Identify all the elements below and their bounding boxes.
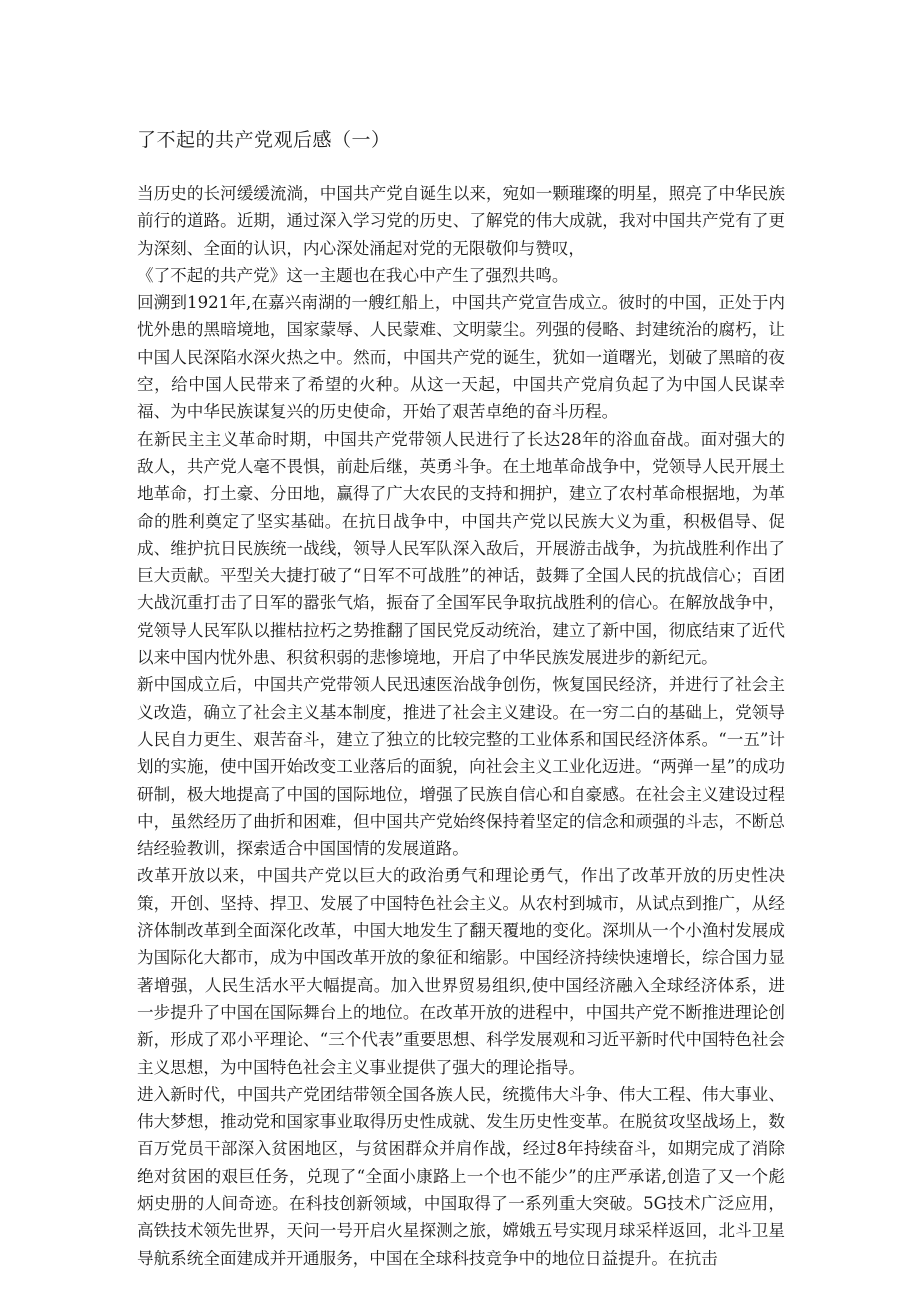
paragraph-new-china: 新中国成立后，中国共产党带领人民迅速医治战争创伤，恢复国民经济，并进行了社会主义改造，确立了社会主义基本制度，推进了社会主义建设。在一穷二白的基础上，党领导人民自力更生、艰苦奋斗，建立了独立的比较完整的工业体系和国民经济体系。“一五”计划的实施，使中国开始改变工业落后的面貌，向社会主义工业化迈进。“两弹一星”的成功研制，极大地提高了中国的国际地位，增强了民族自信心和自豪感。在社会主义建设过程中，虽然经历了曲折和困难，但中国共产党始终保持着坚定的信念和顽强的斗志，不断总结经验教训，探索适合中国国情的发展道路。 [137, 675, 785, 859]
paragraph-new-era: 进入新时代，中国共产党团结带领全国各族人民，统揽伟大斗争、伟大工程、伟大事业、伟大梦想，推动党和国家事业取得历史性成就、发生历史性变革。在脱贫攻坚战场上，数百万党员干部深入贫困地区，与贫困群众并肩作战，经过8年持续奋斗，如期完成了消除绝对贫困的艰巨任务，兑现了“全面小康路上一个也不能少”的庄严承诺,创造了又一个彪炳史册的人间奇迹。在科技创新领域，中国取得了一系列重大突破。5G技术广泛应用，高铁技术领先世界，天问一号开启火星探测之旅，嫦娥五号实现月球采样返回，北斗卫星导航系统全面建成并开通服务，中国在全球科技竞争中的地位日益提升。在抗击 [137, 1084, 785, 1268]
paragraph-founding: 回溯到1921年,在嘉兴南湖的一艘红船上，中国共产党宣告成立。彼时的中国，正处于内忧外患的黑暗境地，国家蒙辱、人民蒙难、文明蒙尘。列强的侵略、封建统治的腐朽，让中国人民深陷水深火热之中。然而，中国共产党的诞生，犹如一道曙光，划破了黑暗的夜空，给中国人民带来了希望的火种。从这一天起，中国共产党肩负起了为中国人民谋幸福、为中华民族谋复兴的历史使命，开始了艰苦卓绝的奋斗历程。 [137, 293, 785, 422]
paragraph-theme: 《了不起的共产党》这一主题也在我心中产生了强烈共鸣。 [137, 265, 569, 285]
document-title: 了不起的共产党观后感（一） [137, 129, 391, 151]
paragraph-revolution: 在新民主主义革命时期，中国共产党带领人民进行了长达28年的浴血奋战。面对强大的敌人，共产党人毫不畏惧，前赴后继，英勇斗争。在土地革命战争中，党领导人民开展土地革命，打土豪、分田地，赢得了广大农民的支持和拥护，建立了农村革命根据地，为革命的胜利奠定了坚实基础。在抗日战争中，中国共产党以民族大义为重，积极倡导、促成、维护抗日民族统一战线，领导人民军队深入敌后，开展游击战争，为抗战胜利作出了巨大贡献。平型关大捷打破了“日军不可战胜”的神话，鼓舞了全国人民的抗战信心；百团大战沉重打击了日军的嚣张气焰，振奋了全国军民争取抗战胜利的信心。在解放战争中，党领导人民军队以摧枯拉朽之势推翻了国民党反动统治，建立了新中国，彻底结束了近代以来中国内忧外患、积贫积弱的悲惨境地，开启了中华民族发展进步的新纪元。 [137, 429, 785, 668]
paragraph-intro: 当历史的长河缓缓流淌，中国共产党自诞生以来，宛如一颗璀璨的明星，照亮了中华民族前行的道路。近期，通过深入学习党的历史、了解党的伟大成就，我对中国共产党有了更为深刻、全面的认识，内心深处涌起对党的无限敬仰与赞叹， [137, 184, 785, 258]
document-body [137, 180, 785, 1272]
paragraph-reform: 改革开放以来，中国共产党以巨大的政治勇气和理论勇气，作出了改革开放的历史性决策，开创、坚持、捍卫、发展了中国特色社会主义。从农村到城市，从试点到推广，从经济体制改革到全面深化改革，中国大地发生了翻天覆地的变化。深圳从一个小渔村发展成为国际化大都市，成为中国改革开放的象征和缩影。中国经济持续快速增长，综合国力显著增强，人民生活水平大幅提高。加入世界贸易组织,使中国经济融入全球经济体系，进一步提升了中国在国际舞台上的地位。在改革开放的进程中，中国共产党不断推进理论创新，形成了邓小平理论、“三个代表”重要思想、科学发展观和习近平新时代中国特色社会主义思想，为中国特色社会主义事业提供了强大的理论指导。 [137, 866, 785, 1077]
